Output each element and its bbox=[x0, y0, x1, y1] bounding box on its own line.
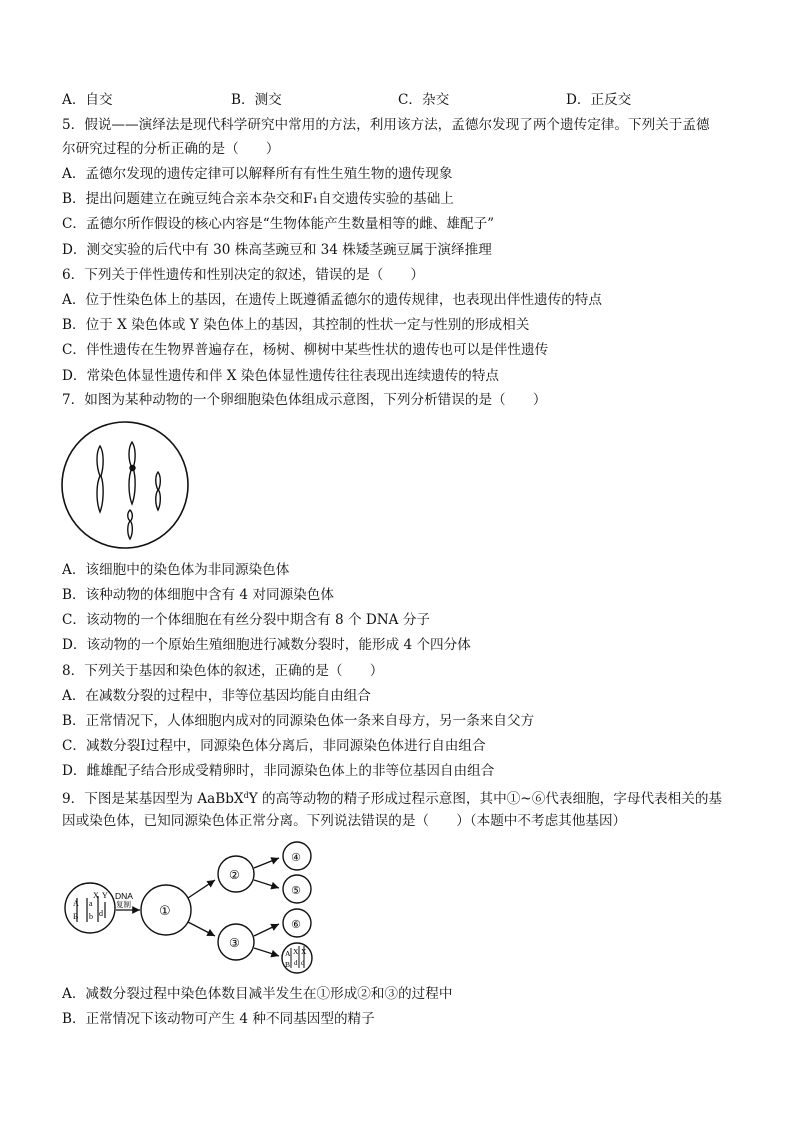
cell-membrane bbox=[62, 422, 188, 548]
q9-option-a: A．减数分裂过程中染色体数目减半发生在①形成②和③的过程中 bbox=[62, 986, 453, 1002]
left-label-b: b bbox=[89, 912, 93, 921]
q4-option-b: B．测交 bbox=[231, 92, 282, 108]
left-label-A: A bbox=[73, 899, 79, 908]
q6-option-d: D．常染色体显性遗传和伴 X 染色体显性遗传往往表现出连续遗传的特点 bbox=[62, 368, 500, 384]
q6-option-a: A．位于性染色体上的基因，在遗传上既遵循孟德尔的遗传规律，也表现出伴性遗传的特点 bbox=[62, 292, 602, 308]
arrow-label-replication: 复制 bbox=[116, 900, 131, 909]
arrow-1-to-2 bbox=[188, 880, 215, 898]
cell-1-label: ① bbox=[159, 904, 171, 919]
q9-option-b: B．正常情况下该动物可产生 4 种不同基因型的精子 bbox=[62, 1011, 375, 1027]
q9-stem-post: Y 的高等动物的精子形成过程示意图，其中①~⑥代表细胞，字母代表相关的基 bbox=[248, 791, 723, 807]
arrow-2-to-5 bbox=[254, 880, 279, 888]
q5-option-c: C．孟德尔所作假设的核心内容是“生物体能产生数量相等的雌、雄配子” bbox=[62, 216, 495, 232]
arrow-3-to-6 bbox=[254, 924, 279, 936]
q7-option-c: C．该动物的一个体细胞在有丝分裂中期含有 8 个 DNA 分子 bbox=[62, 612, 431, 628]
left-label-X: X bbox=[93, 891, 99, 900]
arrow-1-to-3 bbox=[188, 922, 215, 936]
q5-option-b: B．提出问题建立在豌豆纯合亲本杂交和F₁自交遗传实验的基础上 bbox=[62, 191, 454, 207]
arrow-3-to-last bbox=[254, 948, 279, 956]
arrow-2-to-4 bbox=[254, 858, 279, 868]
q5-option-d: D．测交实验的后代中有 30 株高茎豌豆和 34 株矮茎豌豆属于演绎推理 bbox=[62, 242, 492, 258]
left-label-Y: Y bbox=[102, 891, 108, 900]
q8-option-d: D．雌雄配子结合形成受精卵时，非同源染色体上的非等位基因自由组合 bbox=[62, 763, 495, 779]
q9-stem-line2: 因或染色体，已知同源染色体正常分离。下列说法错误的是（ ）（本题中不考虑其他基因） bbox=[62, 813, 627, 829]
cell-6-label: ⑥ bbox=[291, 918, 301, 931]
left-label-d: d bbox=[99, 909, 103, 918]
q8-option-b: B．正常情况下，人体细胞内成对的同源染色体一条来自母方，另一条来自父方 bbox=[62, 713, 535, 729]
q9-stem-sup: d bbox=[243, 791, 249, 800]
right-label-d1: d bbox=[294, 959, 298, 967]
cell-3-label: ③ bbox=[229, 936, 240, 950]
right-label-X1: X bbox=[293, 947, 299, 956]
q7-option-d: D．该动物的一个原始生殖细胞进行减数分裂时，能形成 4 个四分体 bbox=[62, 637, 471, 653]
final-sperm-cell bbox=[282, 943, 312, 973]
q7-option-a: A．该细胞中的染色体为非同源染色体 bbox=[62, 562, 290, 578]
q7-option-b: B．该种动物的体细胞中含有 4 对同源染色体 bbox=[62, 587, 334, 603]
chromosome-short-right bbox=[156, 472, 161, 510]
q6-option-b: B．位于 X 染色体或 Y 染色体上的基因，其控制的性状一定与性别的形成相关 bbox=[62, 317, 530, 333]
q6-option-c: C．伴性遗传在生物界普遍存在，杨树、柳树中某些性状的遗传也可以是伴性遗传 bbox=[62, 342, 549, 358]
arrow-label-dna: DNA bbox=[115, 891, 133, 901]
right-label-d2: d bbox=[301, 959, 305, 967]
q9-stem-pre: 9．下图是某基因型为 AaBbX bbox=[62, 791, 244, 807]
q5-stem-line2: 尔研究过程的分析正确的是（ ） bbox=[62, 141, 280, 157]
cell-2-label: ② bbox=[229, 868, 240, 882]
left-label-a: a bbox=[89, 899, 93, 908]
chromosome-long-middle bbox=[129, 442, 135, 504]
chromosome-long-left bbox=[97, 446, 103, 512]
q4-option-a: A．自交 bbox=[62, 92, 113, 108]
original-cell bbox=[65, 883, 115, 933]
q8-option-c: C．减数分裂Ⅰ过程中，同源染色体分离后，非同源染色体进行自由组合 bbox=[62, 738, 486, 754]
q8-stem: 8．下列关于基因和染色体的叙述，正确的是（ ） bbox=[62, 663, 384, 679]
cell-5-label: ⑤ bbox=[291, 884, 301, 897]
q9-stem-line1 bbox=[62, 787, 722, 808]
q7-stem: 7．如图为某种动物的一个卵细胞染色体组成示意图，下列分析错误的是（ ） bbox=[62, 392, 547, 408]
left-label-B: B bbox=[73, 912, 79, 921]
q6-stem: 6．下列关于伴性遗传和性别决定的叙述，错误的是（ ） bbox=[62, 267, 425, 283]
cell-4-label: ④ bbox=[291, 851, 301, 864]
q5-option-a: A．孟德尔发现的遗传定律可以解释所有有性生殖生物的遗传现象 bbox=[62, 166, 453, 182]
spermatogenesis-diagram bbox=[60, 838, 360, 978]
q8-option-a: A．在减数分裂的过程中，非等位基因均能自由组合 bbox=[62, 688, 371, 704]
egg-cell-figure bbox=[60, 418, 190, 553]
q4-option-c: C．杂交 bbox=[398, 92, 450, 108]
q5-stem-line1: 5．假说——演绎法是现代科学研究中常用的方法，利用该方法，孟德尔发现了两个遗传定律。下列关于孟德 bbox=[62, 117, 710, 133]
right-label-A: A bbox=[285, 949, 291, 958]
chromosome-small-bottom bbox=[128, 510, 133, 539]
right-label-B: B bbox=[285, 960, 291, 969]
q4-option-d: D．正反交 bbox=[566, 92, 632, 108]
right-label-X2: X bbox=[301, 947, 307, 956]
